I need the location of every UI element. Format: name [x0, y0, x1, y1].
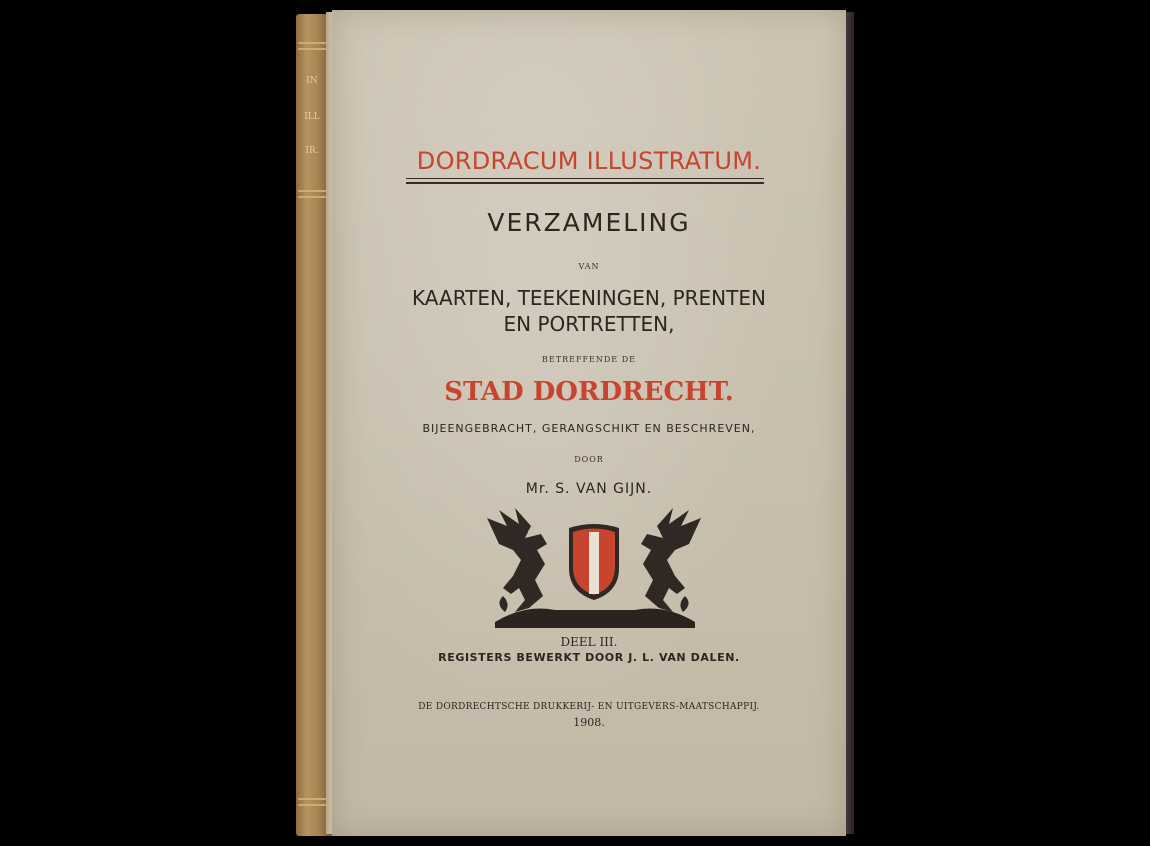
- spine-band: [298, 190, 328, 192]
- city-name: STAD DORDRECHT.: [444, 377, 734, 407]
- registers-note: REGISTERS BEWERKT DOOR J. L. VAN DALEN.: [438, 651, 740, 664]
- spine-band: [298, 42, 328, 44]
- red-white-shield: [569, 524, 619, 600]
- spine-label: ILL: [304, 112, 320, 122]
- connector-betreffende: BETREFFENDE DE: [542, 355, 636, 364]
- compiled-note: BIJEENGEBRACHT, GERANGSCHIKT EN BESCHREVEN,: [422, 422, 756, 435]
- publisher-name: DE DORDRECHTSCHE DRUKKERIJ- EN UITGEVERS-MAATSCHAPPIJ.: [418, 702, 760, 712]
- spine-band: [298, 48, 328, 50]
- subtitle-line-1: KAARTEN, TEEKENINGEN, PRENTEN: [412, 286, 766, 310]
- heading-verzameling: VERZAMELING: [487, 208, 691, 237]
- spine-band: [298, 804, 328, 806]
- publication-year: 1908.: [573, 716, 605, 729]
- subtitle-line-2: EN PORTRETTEN,: [503, 312, 675, 336]
- title-rule: [406, 182, 764, 184]
- spine-label: IR.: [305, 146, 319, 156]
- title-page: [332, 10, 846, 836]
- author-name: Mr. S. VAN GIJN.: [525, 481, 653, 497]
- connector-van: VAN: [578, 262, 600, 271]
- spine-band: [298, 196, 328, 198]
- spine-band: [298, 798, 328, 800]
- volume-label: DEEL III.: [560, 635, 618, 649]
- emblem-ground: [495, 609, 695, 629]
- right-dragon: [641, 508, 701, 612]
- coat-of-arms-emblem: [485, 504, 703, 630]
- title-rule: [406, 178, 764, 179]
- left-dragon: [487, 508, 547, 612]
- connector-door: DOOR: [574, 455, 604, 464]
- book-title: DORDRACUM ILLUSTRATUM.: [416, 147, 762, 175]
- spine-label: IN: [306, 76, 318, 86]
